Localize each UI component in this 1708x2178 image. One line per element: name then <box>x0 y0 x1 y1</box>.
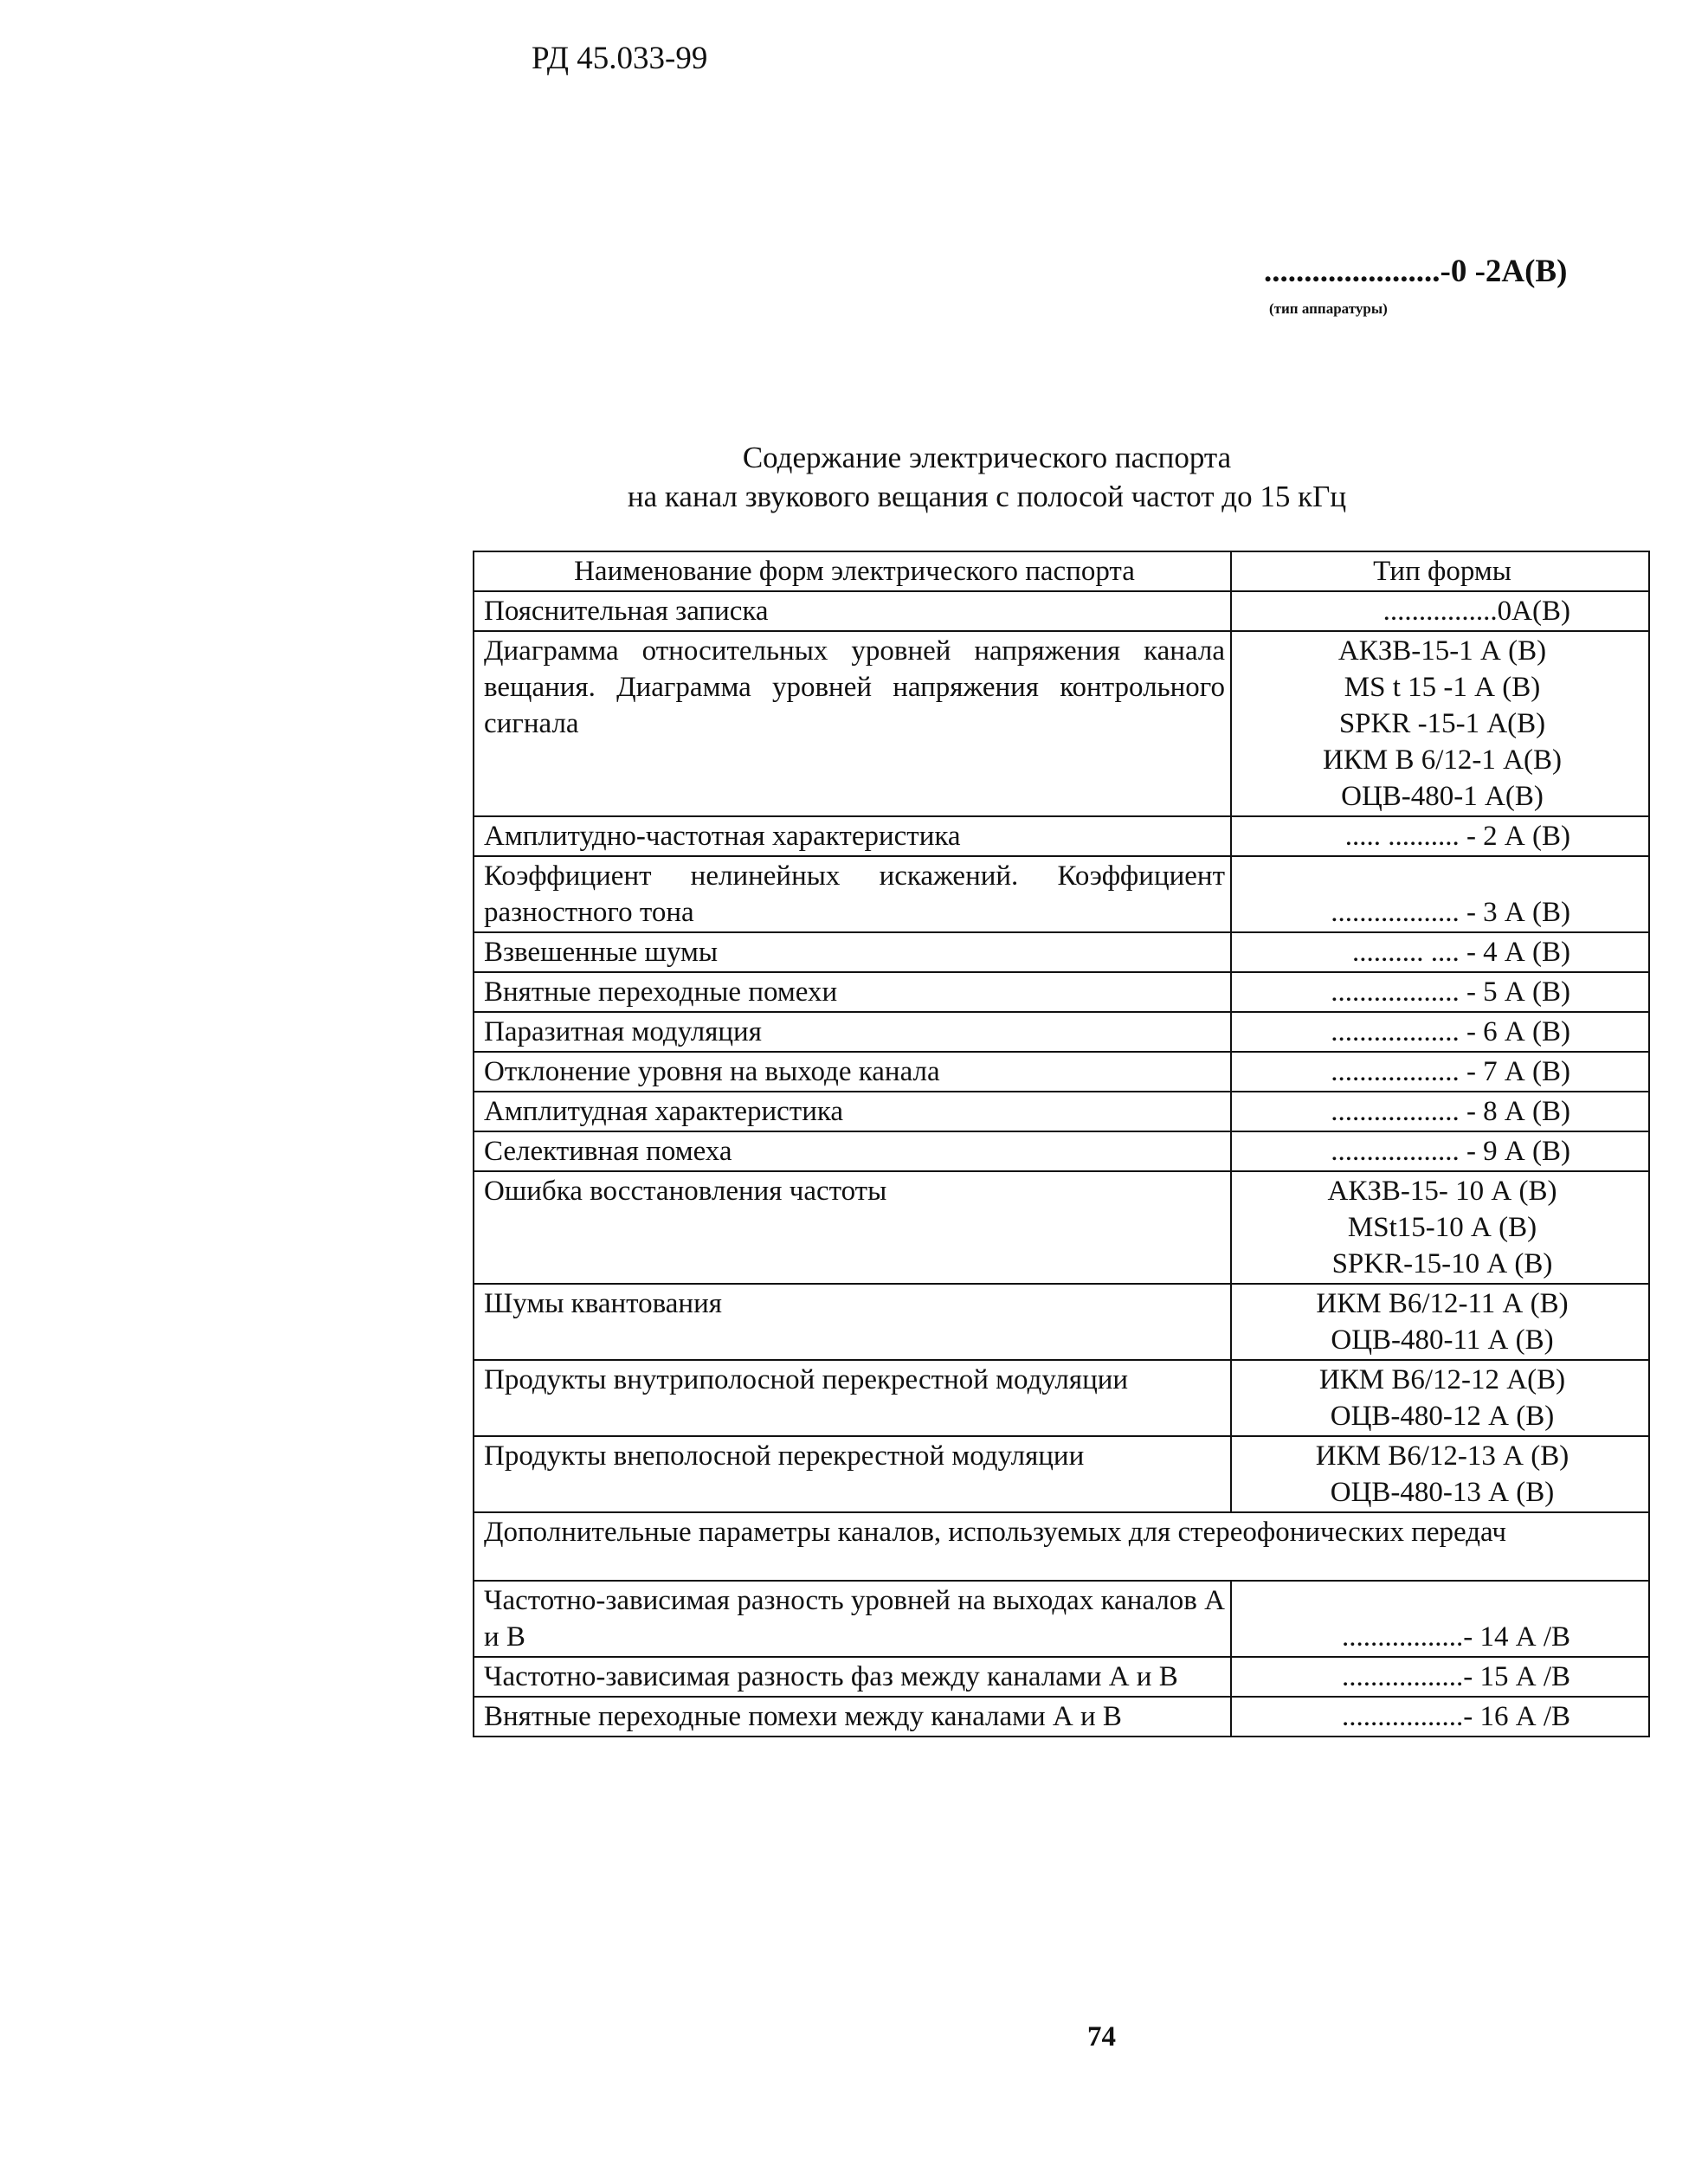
table-row <box>474 1436 1649 1512</box>
table-row <box>474 631 1649 816</box>
row-name: Шумы квантования <box>474 1284 1231 1360</box>
row-name: Ошибка восстановления частоты <box>474 1171 1231 1284</box>
section-header-row <box>474 1512 1649 1581</box>
table-row <box>474 1131 1649 1171</box>
row-name: Отклонение уровня на выходе канала <box>474 1052 1231 1092</box>
table-row <box>474 1052 1649 1092</box>
row-name: Коэффициент нелинейных искажений. Коэффициент разностного тона <box>474 856 1231 932</box>
row-type: ИКМ В6/12-11 А (В) <box>1316 1288 1569 1319</box>
row-type: ..... .......... - 2 А (В) <box>1231 816 1649 856</box>
row-name: Внятные переходные помехи между каналами А и В <box>474 1697 1231 1737</box>
row-name: Внятные переходные помехи <box>474 972 1231 1012</box>
row-type: .................. - 7 А (В) <box>1231 1052 1649 1092</box>
page-number: 74 <box>1087 2021 1116 2052</box>
row-types <box>1231 1360 1649 1436</box>
table-row <box>474 591 1649 631</box>
row-type: SPKR-15-10 А (В) <box>1331 1248 1553 1279</box>
row-name: Амплитудно-частотная характеристика <box>474 816 1231 856</box>
row-type: .................. - 5 А (В) <box>1231 972 1649 1012</box>
row-name: Амплитудная характеристика <box>474 1092 1231 1131</box>
row-type: .......... .... - 4 А (В) <box>1231 932 1649 972</box>
row-type: ИКМ В6/12-12 А(В) <box>1318 1364 1566 1395</box>
row-name: Диаграмма относительных уровней напряжения канала вещания. Диаграмма уровней напряжения контрольного сигнала <box>474 631 1231 816</box>
row-type: ИКМ В 6/12-1 А(В) <box>1323 744 1562 776</box>
row-name: Частотно-зависимая разность фаз между каналами А и В <box>474 1657 1231 1697</box>
apparatus-code: ......................-0 -2А(В) <box>1264 254 1568 289</box>
document-code: РД 45.033-99 <box>532 41 708 76</box>
table-row <box>474 1284 1649 1360</box>
table-row <box>474 932 1649 972</box>
row-types <box>1231 1171 1649 1284</box>
table-row <box>474 1697 1649 1737</box>
row-name: Паразитная модуляция <box>474 1012 1231 1052</box>
row-name: Селективная помеха <box>474 1131 1231 1171</box>
row-type: MS t 15 -1 А (В) <box>1344 672 1541 703</box>
row-type: .................- 16 А /В <box>1231 1697 1649 1737</box>
table-row <box>474 856 1649 932</box>
row-types <box>1231 1436 1649 1512</box>
row-type: .................. - 6 А (В) <box>1231 1012 1649 1052</box>
row-type: .................. - 9 А (В) <box>1231 1131 1649 1171</box>
table-row <box>474 1171 1649 1284</box>
title-line-1: Содержание электрического паспорта <box>742 441 1232 474</box>
row-name: Пояснительная записка <box>474 591 1231 631</box>
table-row <box>474 1360 1649 1436</box>
row-name: Продукты внутриполосной перекрестной модуляции <box>474 1360 1231 1436</box>
row-types <box>1231 631 1649 816</box>
table-row <box>474 1657 1649 1697</box>
row-type: MSt15-10 А (В) <box>1347 1212 1537 1243</box>
table-header-row <box>474 551 1649 591</box>
page-title <box>467 438 1506 516</box>
header-name: Наименование форм электрического паспорта <box>474 551 1231 591</box>
row-name: Частотно-зависимая разность уровней на выходах каналов А и В <box>474 1581 1231 1657</box>
row-types <box>1231 1284 1649 1360</box>
apparatus-caption: (тип аппаратуры) <box>1269 300 1388 317</box>
table-row <box>474 1092 1649 1131</box>
row-type: ОЦВ-480-1 А(В) <box>1341 781 1544 812</box>
row-type: ИКМ В6/12-13 А (В) <box>1315 1440 1569 1472</box>
table-row <box>474 816 1649 856</box>
row-type: ОЦВ-480-12 А (В) <box>1330 1401 1555 1432</box>
table-row <box>474 972 1649 1012</box>
row-type: АКЗВ-15- 10 А (В) <box>1327 1176 1557 1207</box>
stereo-section-title: Дополнительные параметры каналов, используемых для стереофонических передач <box>474 1512 1649 1581</box>
title-line-2: на канал звукового вещания с полосой частот до 15 кГц <box>627 480 1347 513</box>
row-type: .................- 15 А /В <box>1231 1657 1649 1697</box>
row-type: ................0А(В) <box>1231 591 1649 631</box>
header-type: Тип формы <box>1231 551 1649 591</box>
row-name: Взвешенные шумы <box>474 932 1231 972</box>
row-type: .................- 14 А /В <box>1231 1581 1649 1657</box>
row-type: ОЦВ-480-13 А (В) <box>1330 1477 1555 1508</box>
table-row <box>474 1012 1649 1052</box>
row-type: ОЦВ-480-11 А (В) <box>1331 1324 1554 1356</box>
apparatus-type-block <box>1264 253 1610 318</box>
row-type: .................. - 3 А (В) <box>1231 856 1649 932</box>
row-type: SPKR -15-1 А(В) <box>1338 708 1546 739</box>
row-name: Продукты внеполосной перекрестной модуляции <box>474 1436 1231 1512</box>
row-type: АКЗВ-15-1 А (В) <box>1337 635 1547 667</box>
passport-forms-table <box>473 551 1650 1737</box>
row-type: .................. - 8 А (В) <box>1231 1092 1649 1131</box>
table-row <box>474 1581 1649 1657</box>
